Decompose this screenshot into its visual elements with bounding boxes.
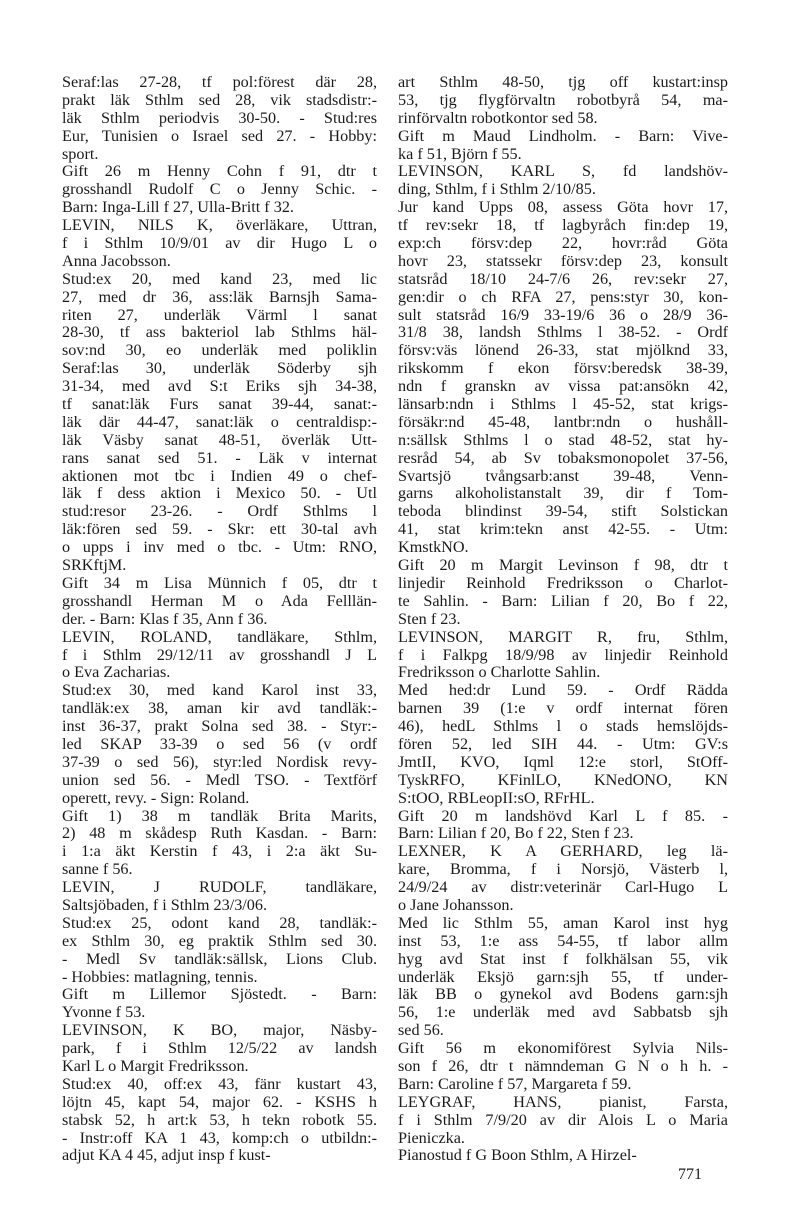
text-line: grosshandl Herman M o Ada Felllän- <box>62 591 377 610</box>
text-line: ndn f granskn av vissa pat:ansökn 42, <box>398 377 728 396</box>
text-line: Pieniczka. <box>398 1128 465 1147</box>
text-line: 46), hedL Sthlms l o stads hemslöjds- <box>398 717 728 736</box>
text-line: 2) 48 m skådesp Ruth Kasdan. - Barn: <box>62 824 377 843</box>
text-line: Stud:ex 40, off:ex 43, fänr kustart 43, <box>62 1074 377 1093</box>
text-line: - Medl Sv tandläk:sällsk, Lions Club. <box>62 949 377 968</box>
text-line: Stud:ex 30, med kand Karol inst 33, <box>62 681 377 700</box>
text-line: linjedir Reinhold Fredriksson o Charlot- <box>398 573 728 592</box>
text-line: f i Sthlm 29/12/11 av grosshandl J L <box>62 645 377 664</box>
text-line: Svartsjö tvångsarb:anst 39-48, Venn- <box>398 466 728 485</box>
text-line: art Sthlm 48-50, tjg off kustart:insp <box>398 73 728 91</box>
text-line: garns alkoholistanstalt 39, dir f Tom- <box>398 484 728 503</box>
text-line: 31/8 38, landsh Sthlms l 38-52. - Ordf <box>398 323 728 342</box>
text-line: LEVINSON, KARL S, fd landshöv- <box>398 162 728 181</box>
text-line: LEYGRAF, HANS, pianist, Farsta, <box>398 1092 728 1111</box>
text-line: grosshandl Rudolf C o Jenny Schic. - <box>62 180 377 199</box>
text-line: TyskRFO, KFinlLO, KNedONO, KN <box>398 770 728 789</box>
text-line: Sten f 23. <box>398 609 461 628</box>
text-line: rans sanat sed 51. - Läk v internat <box>62 448 377 467</box>
text-line: Med hed:dr Lund 59. - Ordf Rädda <box>398 681 728 700</box>
text-line: resråd 54, ab Sv tobaksmonopolet 37-56, <box>398 448 728 467</box>
left-column <box>62 74 377 1165</box>
text-line: prakt läk Sthlm sed 28, vik stadsdistr:- <box>62 90 377 109</box>
text-line: Fredriksson o Charlotte Sahlin. <box>398 663 601 682</box>
text-line: kare, Bromma, f i Norsjö, Västerb l, <box>398 860 728 879</box>
text-line: o upps i inv med o tbc. - Utm: RNO, <box>62 538 377 557</box>
text-line: läk Väsby sanat 48-51, överläk Utt- <box>62 430 377 449</box>
text-line: o Jane Johansson. <box>398 895 514 914</box>
text-line: 24/9/24 av distr:veterinär Carl-Hugo L <box>398 878 728 897</box>
text-line: Barn: Lilian f 20, Bo f 22, Sten f 23. <box>398 824 634 843</box>
text-line: Pianostud f G Boon Sthlm, A Hirzel- <box>398 1146 637 1165</box>
text-line: Med lic Sthlm 55, aman Karol inst hyg <box>398 913 728 932</box>
text-line: Eur, Tunisien o Israel sed 27. - Hobby: <box>62 126 377 145</box>
text-line: ka f 51, Björn f 55. <box>398 144 522 163</box>
text-line: fören 52, led SIH 44. - Utm: GV:s <box>398 734 728 753</box>
text-line: teboda blindinst 39-54, stift Solstickan <box>398 502 728 521</box>
text-line: 27, med dr 36, ass:läk Barnsjh Sama- <box>62 287 377 306</box>
text-line: LEVIN, NILS K, överläkare, Uttran, <box>62 216 377 235</box>
text-line: led SKAP 33-39 o sed 56 (v ordf <box>62 734 377 753</box>
text-line: Gift 20 m landshövd Karl L f 85. - <box>398 806 728 825</box>
text-line: 37-39 o sed 56), styr:led Nordisk revy- <box>62 752 377 771</box>
text-line: Gift 26 m Henny Cohn f 91, dtr t <box>62 162 377 181</box>
text-line: inst 36-37, prakt Solna sed 38. - Styr:- <box>62 717 377 736</box>
text-line: läk Sthlm periodvis 30-50. - Stud:res <box>62 108 377 127</box>
text-line: Gift m Maud Lindholm. - Barn: Vive- <box>398 126 728 145</box>
text-line: Stud:ex 25, odont kand 28, tandläk:- <box>62 913 377 932</box>
text-line: hyg avd Stat inst f folkhälsan 55, vik <box>398 949 728 968</box>
text-line: KmstkNO. <box>398 538 469 557</box>
text-line: JmtII, KVO, Iqml 12:e storl, StOff- <box>398 752 728 771</box>
text-line: son f 26, dtr t nämndeman G N o h h. - <box>398 1056 728 1075</box>
text-line: union sed 56. - Medl TSO. - Textförf <box>62 770 377 789</box>
text-line: Gift 56 m ekonomiförest Sylvia Nils- <box>398 1039 728 1058</box>
text-line: adjut KA 4 45, adjut insp f kust- <box>62 1146 271 1165</box>
text-line: S:tOO, RBLeopII:sO, RFrHL. <box>398 788 595 807</box>
text-line: stabsk 52, h art:k 53, h tekn robotk 55. <box>62 1110 377 1129</box>
text-line: gen:dir o ch RFA 27, pens:styr 30, kon- <box>398 287 728 306</box>
text-line: Gift 20 m Margit Levinson f 98, dtr t <box>398 556 728 575</box>
text-line: 28-30, tf ass bakteriol lab Sthlms häl- <box>62 323 377 342</box>
text-line: der. - Barn: Klas f 35, Ann f 36. <box>62 609 268 628</box>
text-line: f i Falkpg 18/9/98 av linjedir Reinhold <box>398 645 728 664</box>
text-line: Karl L o Margit Fredriksson. <box>62 1056 249 1075</box>
page-number: 771 <box>678 1166 702 1183</box>
text-line: Barn: Inga-Lill f 27, Ulla-Britt f 32. <box>62 198 294 217</box>
text-line: riten 27, underläk Värml l sanat <box>62 305 377 324</box>
text-line: n:sällsk Sthlms l o stad 48-52, stat hy- <box>398 430 728 449</box>
text-line: Gift 34 m Lisa Münnich f 05, dtr t <box>62 573 377 592</box>
text-line: sport. <box>62 144 99 163</box>
text-line: underläk Eksjö garn:sjh 55, tf under- <box>398 967 728 986</box>
text-line: o Eva Zacharias. <box>62 663 171 682</box>
text-line: LEVIN, ROLAND, tandläkare, Sthlm, <box>62 627 377 646</box>
text-line: - Hobbies: matlagning, tennis. <box>62 967 258 986</box>
text-line: f i Sthlm 7/9/20 av dir Alois L o Maria <box>398 1110 728 1129</box>
text-line: Yvonne f 53. <box>62 1003 146 1022</box>
text-line: ding, Sthlm, f i Sthlm 2/10/85. <box>398 180 596 199</box>
text-line: rinförvaltn robotkontor sed 58. <box>398 108 598 127</box>
text-line: LEXNER, K A GERHARD, leg lä- <box>398 842 728 861</box>
text-line: te Sahlin. - Barn: Lilian f 20, Bo f 22, <box>398 591 728 610</box>
text-line: löjtn 45, kapt 54, major 62. - KSHS h <box>62 1092 377 1111</box>
text-line: stud:resor 23-26. - Ordf Sthlms l <box>62 502 377 521</box>
text-line: tf rev:sekr 18, tf lagbyråch fin:dep 19, <box>398 216 728 235</box>
text-line: sov:nd 30, eo underläk med poliklin <box>62 341 377 360</box>
text-line: läk BB o gynekol avd Bodens garn:sjh <box>398 985 728 1004</box>
text-line: i 1:a äkt Kerstin f 43, i 2:a äkt Su- <box>62 842 377 861</box>
text-line: Saltsjöbaden, f i Sthlm 23/3/06. <box>62 895 268 914</box>
right-column <box>398 74 728 1165</box>
text-line: LEVINSON, MARGIT R, fru, Sthlm, <box>398 627 728 646</box>
text-line: Seraf:las 30, underläk Söderby sjh <box>62 359 377 378</box>
text-line: Barn: Caroline f 57, Margareta f 59. <box>398 1074 632 1093</box>
text-line: f i Sthlm 10/9/01 av dir Hugo L o <box>62 234 377 253</box>
text-line: 56, 1:e underläk med avd Sabbatsb sjh <box>398 1003 728 1022</box>
text-line: ex Sthlm 30, eg praktik Sthlm sed 30. <box>62 931 377 950</box>
text-line: rikskomm f ekon försv:beredsk 38-39, <box>398 359 728 378</box>
text-line: park, f i Sthlm 12/5/22 av landsh <box>62 1039 377 1058</box>
text-line: SRKftjM. <box>62 556 127 575</box>
text-line: läk där 44-47, sanat:läk o centraldisp:- <box>62 412 377 431</box>
text-line: sed 56. <box>398 1021 444 1040</box>
text-line: Anna Jacobsson. <box>62 251 171 270</box>
text-line: Jur kand Upps 08, assess Göta hovr 17, <box>398 198 728 217</box>
text-line: exp:ch försv:dep 22, hovr:råd Göta <box>398 234 728 253</box>
text-line: LEVINSON, K BO, major, Näsby- <box>62 1021 377 1040</box>
text-line: operett, revy. - Sign: Roland. <box>62 788 250 807</box>
text-line: 53, tjg flygförvaltn robotbyrå 54, ma- <box>398 90 728 109</box>
text-line: läk f dess aktion i Mexico 50. - Utl <box>62 484 377 503</box>
text-line: sult statsråd 16/9 33-19/6 36 o 28/9 36- <box>398 305 728 324</box>
text-line: 41, stat krim:tekn anst 42-55. - Utm: <box>398 520 728 539</box>
text-line: LEVIN, J RUDOLF, tandläkare, <box>62 878 377 897</box>
text-line: barnen 39 (1:e v ordf internat fören <box>398 699 728 718</box>
text-line: försv:väs lönend 26-33, stat mjölknd 33, <box>398 341 728 360</box>
text-line: Seraf:las 27-28, tf pol:förest där 28, <box>62 73 377 91</box>
text-line: försäkr:nd 45-48, lantbr:ndn o hushåll- <box>398 412 728 431</box>
text-line: läk:fören sed 59. - Skr: ett 30-tal avh <box>62 520 377 539</box>
text-line: sanne f 56. <box>62 860 133 879</box>
text-line: tandläk:ex 38, aman kir avd tandläk:- <box>62 699 377 718</box>
text-line: länsarb:ndn i Sthlms l 45-52, stat krigs- <box>398 395 728 414</box>
text-line: tf sanat:läk Furs sanat 39-44, sanat:- <box>62 395 377 414</box>
text-line: 31-34, med avd S:t Eriks sjh 34-38, <box>62 377 377 396</box>
text-line: - Instr:off KA 1 43, komp:ch o utbildn:- <box>62 1128 377 1147</box>
text-line: aktionen mot tbc i Indien 49 o chef- <box>62 466 377 485</box>
text-line: hovr 23, statssekr försv:dep 23, konsult <box>398 251 728 270</box>
text-line: inst 53, 1:e ass 54-55, tf labor allm <box>398 931 728 950</box>
text-line: Stud:ex 20, med kand 23, med lic <box>62 269 377 288</box>
text-line: Gift 1) 38 m tandläk Brita Marits, <box>62 806 377 825</box>
text-line: statsråd 18/10 24-7/6 26, rev:sekr 27, <box>398 269 728 288</box>
text-line: Gift m Lillemor Sjöstedt. - Barn: <box>62 985 377 1004</box>
